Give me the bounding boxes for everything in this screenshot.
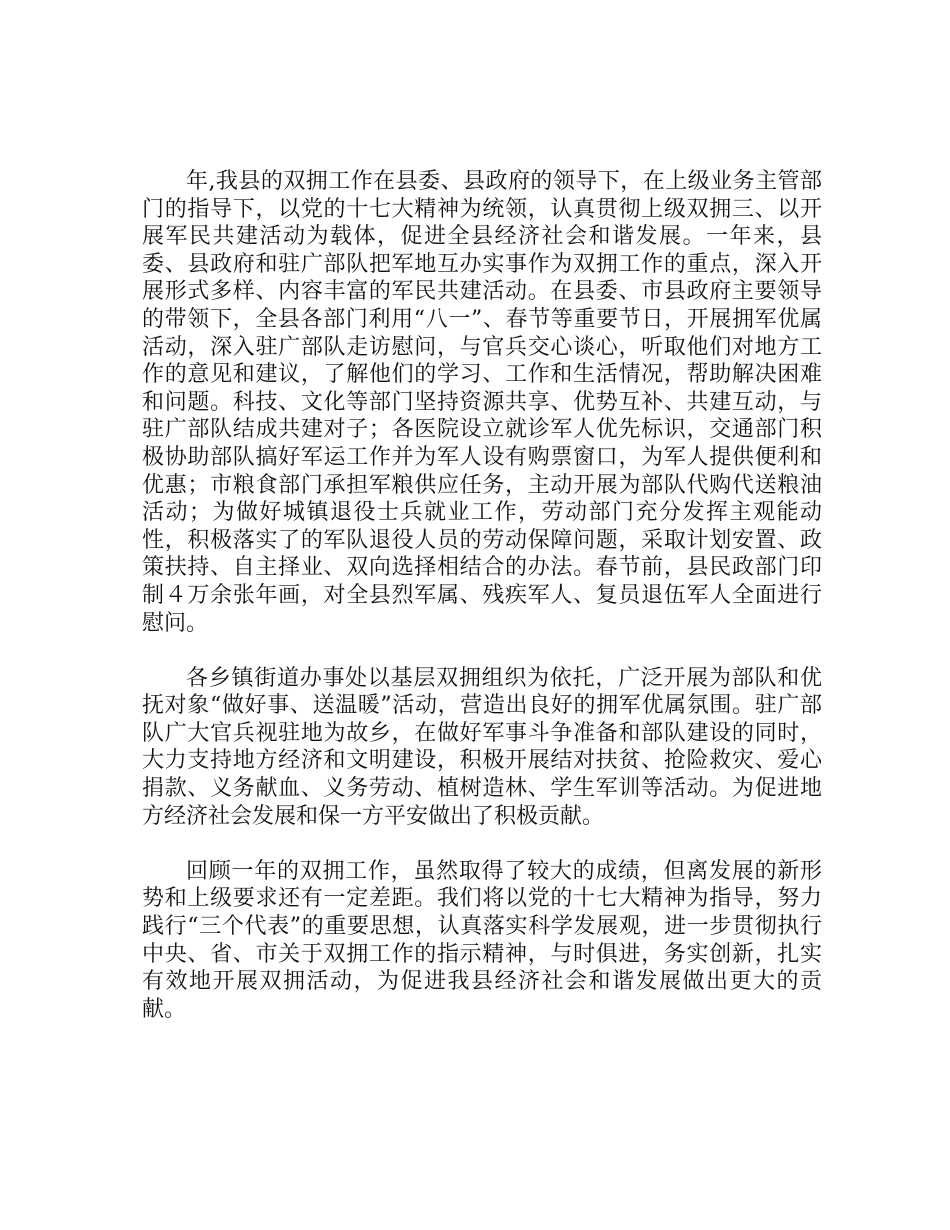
paragraph-2: 各乡镇街道办事处以基层双拥组织为依托，广泛开展为部队和优抚对象“做好事、送温暖”活动，营造出良好的拥军优属氛围。驻广部队广大官兵视驻地为故乡，在做好军事斗争准备和部队建设的同时，大力支持地方经济和文明建设，积极开展结对扶贫、抢险救灾、爱心捐款、义务献血、义务劳动、植树造林、学生军训等活动。为促进地方经济社会发展和保一方平安做出了积极贡献。 [142, 665, 822, 829]
paragraph-3: 回顾一年的双拥工作，虽然取得了较大的成绩，但离发展的新形势和上级要求还有一定差距。我们将以党的十七大精神为指导，努力践行“三个代表”的重要思想，认真落实科学发展观，进一步贯彻执行中央、省、市关于双拥工作的指示精神，与时俱进，务实创新，扎实有效地开展双拥活动，为促进我县经济社会和谐发展做出更大的贡献。 [142, 858, 822, 1022]
paragraph-1: 年,我县的双拥工作在县委、县政府的领导下，在上级业务主管部门的指导下，以党的十七大精神为统领，认真贯彻上级双拥三、以开展军民共建活动为载体，促进全县经济社会和谐发展。一年来，县委、县政府和驻广部队把军地互办实事作为双拥工作的重点，深入开展形式多样、内容丰富的军民共建活动。在县委、市县政府主要领导的带领下，全县各部门利用“八一”、春节等重要节日，开展拥军优属活动，深入驻广部队走访慰问，与官兵交心谈心，听取他们对地方工作的意见和建议，了解他们的学习、工作和生活情况，帮助解决困难和问题。科技、文化等部门坚持资源共享、优势互补、共建互动，与驻广部队结成共建对子；各医院设立就诊军人优先标识，交通部门积极协助部队搞好军运工作并为军人设有购票窗口，为军人提供便利和优惠；市粮食部门承担军粮供应任务，主动开展为部队代购代送粮油活动；为做好城镇退役士兵就业工作，劳动部门充分发挥主观能动性，积极落实了的军队退役人员的劳动保障问题，采取计划安置、政策扶持、自主择业、双向选择相结合的办法。春节前，县民政部门印制４万余张年画，对全县烈军属、残疾军人、复员退伍军人全面进行慰问。 [142, 169, 822, 636]
document-body [142, 168, 822, 1023]
